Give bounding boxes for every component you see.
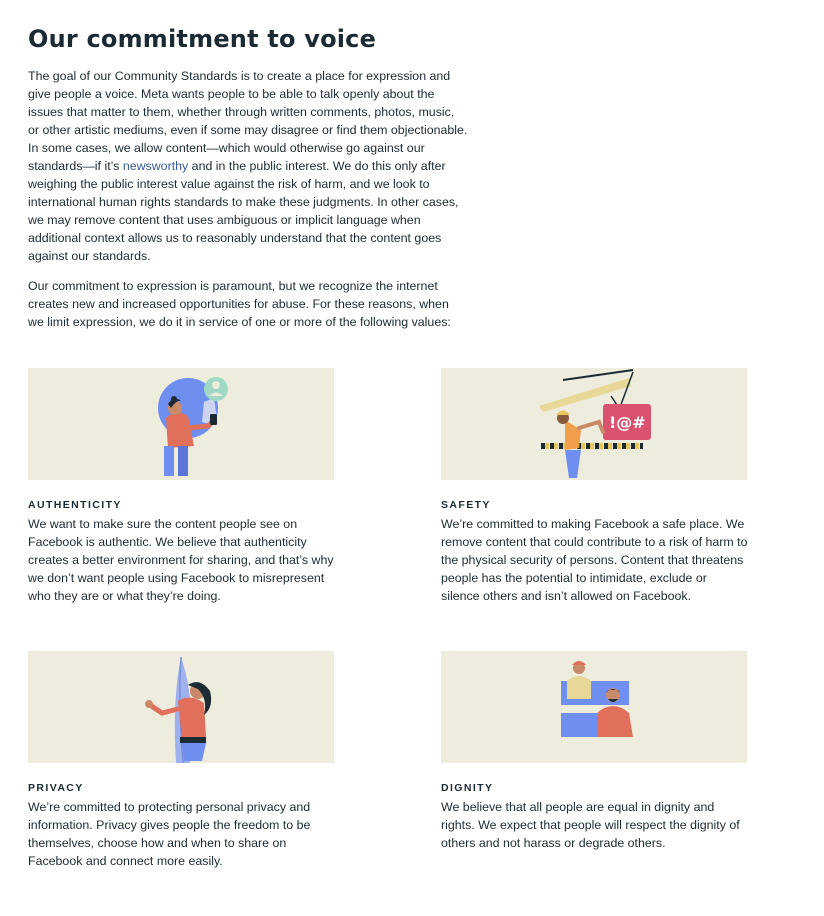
value-description-dignity: We believe that all people are equal in dignity and rights. We expect that people will respect the dignity of others and not harass or degrade others. (441, 800, 740, 850)
two-people-equal-icon (441, 651, 747, 763)
intro-text-before-link: The goal of our Community Standards is to create a place for expression and give people a voice. Meta wants people to be able to talk openly about the issues that matter to them, whether through written comments, photos, music, or other artistic mediums, even if some may disagree or find them objectionable. In some cases, we allow content—which would otherwise go against our standards—if it’s (28, 69, 468, 173)
page-title: Our commitment to voice (28, 25, 377, 53)
safety-illustration (441, 368, 747, 480)
value-card-privacy (28, 651, 335, 870)
value-description-privacy: We’re committed to protecting personal privacy and information. Privacy gives people the freedom to be themselves, choose how and when to share on Facebook and connect more easily. (28, 800, 311, 868)
newsworthy-link[interactable]: newsworthy (122, 159, 189, 173)
value-card-dignity (441, 651, 748, 852)
page-content (28, 22, 768, 343)
authenticity-illustration (28, 368, 334, 480)
intro-paragraph-2: Our commitment to expression is paramount, but we recognize the internet creates new and increased opportunities for abuse. For these reasons, when we limit expression, we do it in service of one or more of the following values: (28, 279, 451, 329)
value-title-privacy: PRIVACY (28, 782, 84, 794)
value-title-authenticity: AUTHENTICITY (28, 499, 122, 511)
dignity-illustration (441, 651, 747, 763)
value-card-authenticity (28, 368, 335, 605)
value-title-safety: SAFETY (441, 499, 491, 511)
value-description-safety: We’re committed to making Facebook a safe place. We remove content that could contribute to a risk of harm to the physical security of persons. Content that threatens people has the potential to intimidate, exclude or silence others and isn’t allowed on Facebook. (441, 517, 748, 603)
intro-paragraph-1 (28, 67, 468, 265)
value-title-dignity: DIGNITY (441, 782, 494, 794)
intro-section (28, 67, 468, 331)
value-card-safety (441, 368, 748, 605)
person-behind-curtain-icon (28, 651, 334, 763)
worker-with-crane-icon (441, 368, 747, 480)
safety-sign-text: !@# (609, 413, 646, 432)
value-description-authenticity: We want to make sure the content people see on Facebook is authentic. We believe that authenticity creates a better environment for sharing, and that’s why we don’t want people using Facebook to misrepresent who they are or what they’re doing. (28, 517, 334, 603)
person-with-phone-icon (28, 368, 334, 480)
privacy-illustration (28, 651, 334, 763)
intro-text-after-link: and in the public interest. We do this only after weighing the public interest value against the risk of harm, and we look to international human rights standards to make these judgments. In other cases, we may remove content that uses ambiguous or implicit language when additional context allows us to reasonably understand that the content goes against our standards. (28, 159, 459, 263)
